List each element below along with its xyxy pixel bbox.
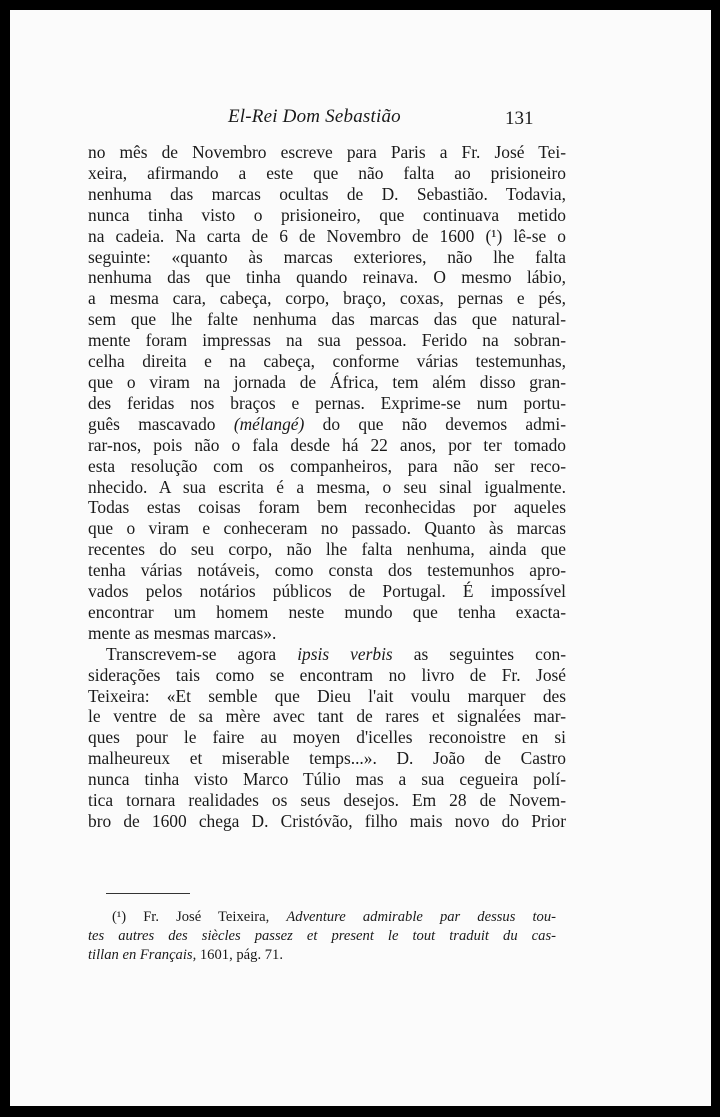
text-line: que o viram na jornada de África, tem além disso gran- <box>88 371 566 392</box>
text-line: tenha várias notáveis, como consta dos testemunhos apro- <box>88 560 566 581</box>
text-line: seguinte: «quanto às marcas exteriores, não lhe falta <box>88 246 566 267</box>
footnote-line <box>88 927 556 946</box>
body-text <box>88 142 566 832</box>
paragraph-2 <box>88 644 566 832</box>
text-line: nunca tinha visto o prisioneiro, que continuava metido <box>88 204 566 225</box>
text-line: celha direita e na cabeça, conforme várias testemunhas, <box>88 351 566 372</box>
footnote-marker: (¹) <box>112 909 127 925</box>
footnote-line <box>88 908 556 927</box>
footnote-author: Fr. José Teixeira, <box>143 909 287 925</box>
footnote-title: tillan en Français, <box>88 947 197 963</box>
text-line: malheureux et miserable temps...». D. João de Castro <box>88 748 566 769</box>
text-line: rar-nos, pois não o fala desde há 22 anos, por ter tomado <box>88 434 566 455</box>
text-line: nhecido. A sua escrita é a mesma, o seu sinal igualmente. <box>88 476 566 497</box>
text-line: Todas estas coisas foram bem reconhecidas por aqueles <box>88 497 566 518</box>
text-line: mente foram impressas na sua pessoa. Ferido na sobran- <box>88 330 566 351</box>
footnote-title: tes autres des siècles passez et present le tout traduit du cas- <box>88 928 556 944</box>
italic-term: ipsis verbis <box>297 643 393 664</box>
text-line: sem que lhe falte nenhuma das marcas das que natural- <box>88 309 566 330</box>
text-segment: guês mascavado <box>88 413 234 434</box>
text-line: mente as mesmas marcas». <box>88 622 277 643</box>
running-head <box>10 106 711 130</box>
text-segment: Transcrevem-se agora <box>106 643 298 664</box>
text-segment: do que não devemos admi- <box>304 413 566 434</box>
text-line: encontrar um homem neste mundo que tenha exacta- <box>88 601 566 622</box>
text-line: xeira, afirmando a este que não falta ao prisioneiro <box>88 162 566 183</box>
running-title: El-Rei Dom Sebastião <box>228 106 401 127</box>
text-line <box>88 644 566 665</box>
book-page <box>10 10 711 1106</box>
footnote <box>88 908 556 965</box>
text-line: siderações tais como se encontram no livro de Fr. José <box>88 664 566 685</box>
text-line: ques pour le faire au moyen d'icelles reconoistre en si <box>88 727 566 748</box>
text-line: nunca tinha visto Marco Túlio mas a sua cegueira polí- <box>88 769 566 790</box>
text-line: que o viram e conheceram no passado. Quanto às marcas <box>88 518 566 539</box>
text-line: no mês de Novembro escreve para Paris a Fr. José Tei- <box>88 142 566 162</box>
footnote-divider <box>106 893 190 894</box>
text-line <box>88 414 566 435</box>
text-line: bro de 1600 chega D. Cristóvão, filho mais novo do Prior <box>88 811 566 831</box>
footnote-citation: 1601, pág. 71. <box>196 947 283 963</box>
footnote-line <box>88 946 556 965</box>
text-line: le ventre de sa mère avec tant de rares et signalées mar- <box>88 706 566 727</box>
page-number: 131 <box>505 108 534 129</box>
text-segment: as seguintes con- <box>392 643 566 664</box>
footnote-title: Adventure admirable par dessus tou- <box>286 909 556 925</box>
text-line: recentes do seu corpo, não lhe falta nenhuma, ainda que <box>88 539 566 560</box>
text-line: Teixeira: «Et semble que Dieu l'ait voulu marquer des <box>88 685 566 706</box>
text-line: vados pelos notários públicos de Portugal. É impossível <box>88 581 566 602</box>
text-line: a mesma cara, cabeça, corpo, braço, coxas, pernas e pés, <box>88 288 566 309</box>
text-line: esta resolução com os companheiros, para não ser reco- <box>88 455 566 476</box>
text-line: nenhuma das que tinha quando reinava. O mesmo lábio, <box>88 267 566 288</box>
text-line: tica tornara realidades os seus desejos. Em 28 de Novem- <box>88 790 566 811</box>
text-line: nenhuma das marcas ocultas de D. Sebastião. Todavia, <box>88 183 566 204</box>
text-line: na cadeia. Na carta de 6 de Novembro de 1600 (¹) lê-se o <box>88 225 566 246</box>
paragraph-1 <box>88 142 566 644</box>
text-line: des feridas nos braços e pernas. Exprime-se num portu- <box>88 392 566 413</box>
italic-term: (mélangé) <box>233 413 305 434</box>
